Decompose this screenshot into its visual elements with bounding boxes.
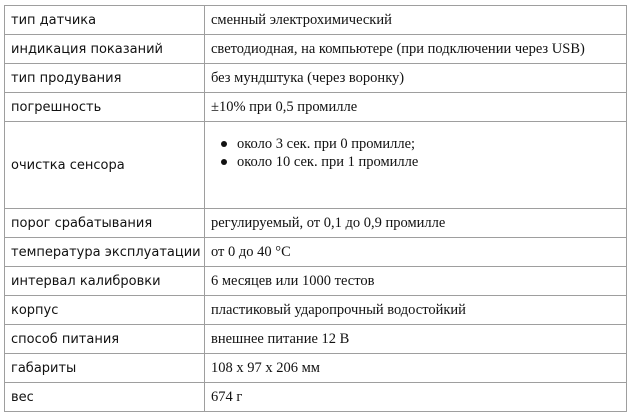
spec-value: без мундштука (через воронку) xyxy=(205,64,627,93)
spec-value: ±10% при 0,5 промилле xyxy=(205,93,627,122)
spec-param: порог срабатывания xyxy=(5,209,205,238)
spec-param: способ питания xyxy=(5,325,205,354)
spec-param: погрешность xyxy=(5,93,205,122)
spec-row-blow-type xyxy=(5,64,627,93)
spec-param: интервал калибровки xyxy=(5,267,205,296)
spec-value: от 0 до 40 °С xyxy=(205,238,627,267)
list-item xyxy=(237,135,620,153)
list-item-text: около 10 сек. при 1 промилле xyxy=(237,154,419,170)
spec-param: тип датчика xyxy=(5,6,205,35)
spec-row-temperature xyxy=(5,238,627,267)
bullet-icon xyxy=(221,141,227,147)
spec-value: внешнее питание 12 В xyxy=(205,325,627,354)
spec-row-accuracy xyxy=(5,93,627,122)
spec-param: температура эксплуатации xyxy=(5,238,205,267)
spec-value: 108 х 97 х 206 мм xyxy=(205,354,627,383)
spec-row-weight xyxy=(5,383,627,412)
spec-param: габариты xyxy=(5,354,205,383)
spec-value: регулируемый, от 0,1 до 0,9 промилле xyxy=(205,209,627,238)
spec-param: тип продувания xyxy=(5,64,205,93)
spec-param: вес xyxy=(5,383,205,412)
spec-row-sensor-type xyxy=(5,6,627,35)
spec-value: 674 г xyxy=(205,383,627,412)
spec-row-display xyxy=(5,35,627,64)
spec-value: пластиковый ударопрочный водостойкий xyxy=(205,296,627,325)
list-item-text: около 3 сек. при 0 промилле; xyxy=(237,136,416,152)
spec-value-list-cell xyxy=(205,122,627,209)
spec-value: светодиодная, на компьютере (при подключении через USB) xyxy=(205,35,627,64)
spec-row-power xyxy=(5,325,627,354)
bullet-icon xyxy=(221,159,227,165)
spec-row-sensor-cleaning xyxy=(5,122,627,209)
spec-value: 6 месяцев или 1000 тестов xyxy=(205,267,627,296)
spec-value: сменный электрохимический xyxy=(205,6,627,35)
spec-row-housing xyxy=(5,296,627,325)
spec-row-threshold xyxy=(5,209,627,238)
spec-param: индикация показаний xyxy=(5,35,205,64)
spec-param: корпус xyxy=(5,296,205,325)
spec-value-list xyxy=(211,135,620,171)
spec-param: очистка сенсора xyxy=(5,122,205,209)
spec-row-dimensions xyxy=(5,354,627,383)
specifications-table xyxy=(4,5,627,412)
list-item xyxy=(237,153,620,171)
spec-row-calibration xyxy=(5,267,627,296)
